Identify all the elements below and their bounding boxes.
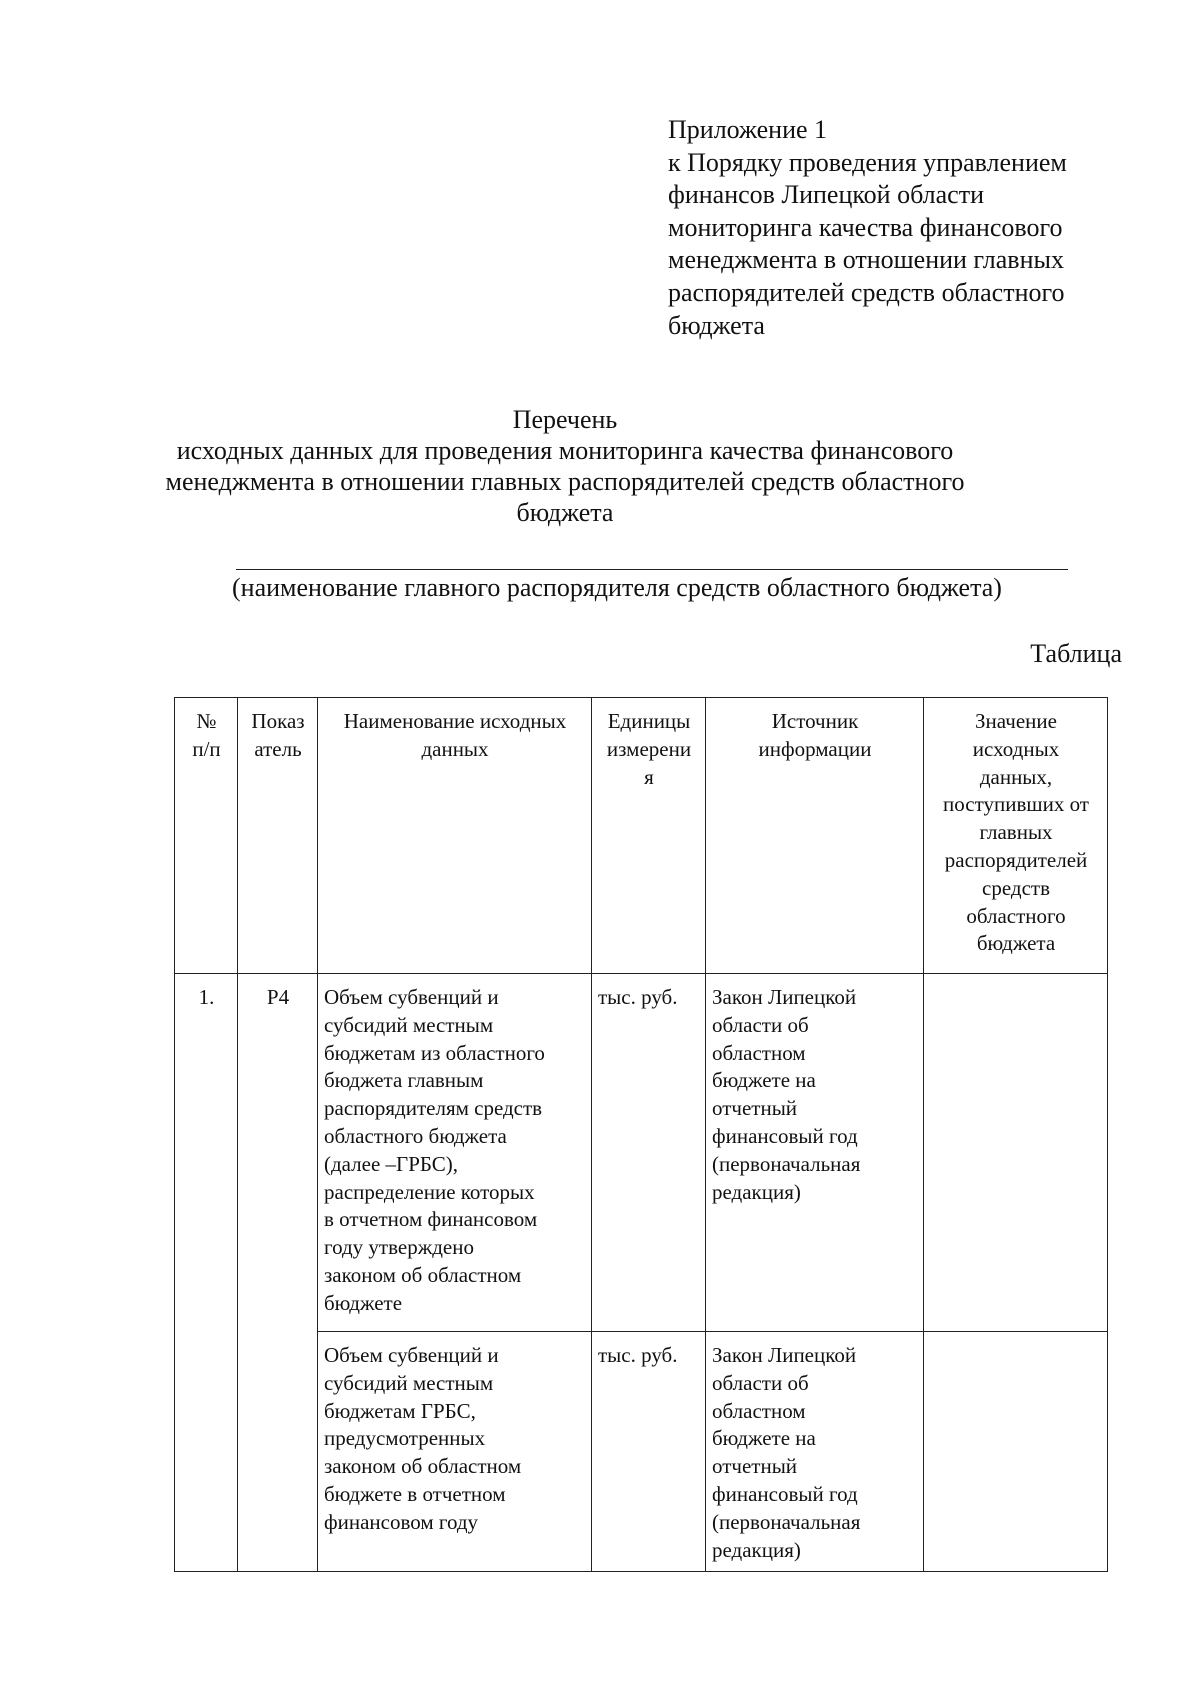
row-units: тыс. руб. bbox=[592, 974, 706, 1332]
appendix-line: финансов Липецкой области bbox=[668, 180, 984, 210]
row-value-cell[interactable] bbox=[924, 1332, 1108, 1572]
table-label: Таблица bbox=[1030, 639, 1122, 668]
document-title bbox=[150, 404, 980, 528]
title-line: бюджета bbox=[516, 498, 614, 527]
appendix-line: к Порядку проведения управлением bbox=[668, 147, 1067, 177]
fill-in-caption: (наименование главного распорядителя средств областного бюджета) bbox=[232, 573, 1002, 602]
header-indicator: Показ атель bbox=[238, 698, 318, 974]
title-line: менеджмента в отношении главных распорядителей средств областного bbox=[165, 467, 965, 496]
row-number: 1. bbox=[175, 974, 238, 1572]
row-indicator: P4 bbox=[238, 974, 318, 1572]
appendix-block bbox=[668, 114, 1168, 342]
appendix-line: мониторинга качества финансового bbox=[668, 212, 1063, 242]
row-units: тыс. руб. bbox=[592, 1332, 706, 1572]
row-data-name: Объем субвенций и субсидий местным бюджетам из областного бюджета главным распорядителям средств областного бюджета (далее –ГРБС), распределение которых в отчетном финансовом году утверждено законом об областном бюджете bbox=[318, 974, 592, 1332]
fill-in-line bbox=[236, 569, 1068, 570]
header-number: № п/п bbox=[175, 698, 238, 974]
title-line: Перечень bbox=[512, 405, 618, 434]
appendix-line: распорядителей средств областного bbox=[668, 277, 1065, 307]
title-line: исходных данных для проведения мониторинга качества финансового bbox=[176, 436, 954, 465]
row-source: Закон Липецкой области об областном бюджете на отчетный финансовый год (первоначальная редакция) bbox=[706, 1332, 924, 1572]
header-data-name: Наименование исходных данных bbox=[318, 698, 592, 974]
appendix-line: Приложение 1 bbox=[668, 115, 828, 144]
header-units: Единицы измерени я bbox=[592, 698, 706, 974]
header-value: Значение исходных данных, поступивших от главных распорядителей средств областного бюджета bbox=[924, 698, 1108, 974]
appendix-line: бюджета bbox=[668, 310, 765, 340]
row-source: Закон Липецкой области об областном бюджете на отчетный финансовый год (первоначальная редакция) bbox=[706, 974, 924, 1332]
header-source: Источник информации bbox=[706, 698, 924, 974]
data-table bbox=[174, 697, 1108, 1572]
appendix-line: менеджмента в отношении главных bbox=[668, 245, 1064, 275]
table-header-row bbox=[175, 698, 1108, 974]
row-data-name: Объем субвенций и субсидий местным бюджетам ГРБС, предусмотренных законом об областном бюджете в отчетном финансовом году bbox=[318, 1332, 592, 1572]
row-value-cell[interactable] bbox=[924, 974, 1108, 1332]
table-row bbox=[175, 974, 1108, 1332]
